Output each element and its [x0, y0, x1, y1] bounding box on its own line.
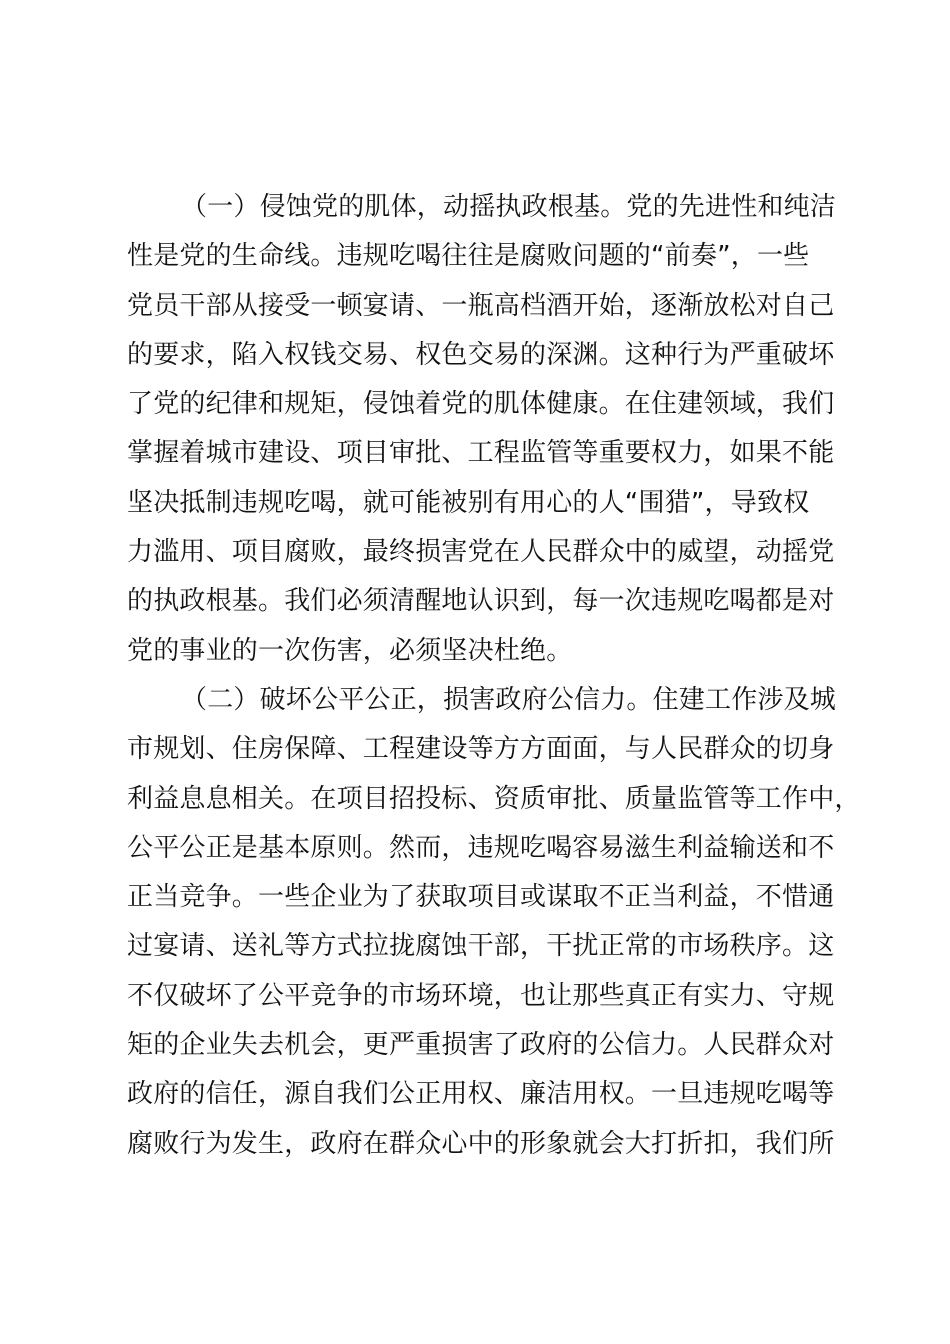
paragraph-line: 党的事业的一次伤害，必须坚决杜绝。: [127, 635, 573, 666]
paragraph-line: 过宴请、送礼等方式拉拢腐蚀干部，干扰正常的市场秩序。这: [127, 931, 835, 962]
paragraph-line: （一）侵蚀党的肌体，动摇执政根基。党的先进性和纯洁: [181, 192, 837, 222]
paragraph-line: 政府的信任，源自我们公正用权、廉洁用权。一旦违规吃喝等: [127, 1079, 835, 1110]
paragraph-line: 腐败行为发生，政府在群众心中的形象就会大打折扣，我们所: [127, 1128, 835, 1159]
paragraph-1: [127, 183, 837, 676]
paragraph-line: 正当竞争。一些企业为了获取项目或谋取不正当利益，不惜通: [127, 882, 835, 913]
paragraph-line: 不仅破坏了公平竞争的市场环境，也让那些真正有实力、守规: [127, 980, 835, 1011]
paragraph-line: 的执政根基。我们必须清醒地认识到，每一次违规吃喝都是对: [127, 586, 835, 617]
paragraph-line: 性是党的生命线。违规吃喝往往是腐败问题的“前奏”，一些: [127, 241, 810, 272]
paragraph-line: （二）破坏公平公正，损害政府公信力。住建工作涉及城: [181, 684, 837, 715]
paragraph-line: 公平公正是基本原则。然而，违规吃喝容易滋生利益输送和不: [127, 832, 835, 863]
paragraph-line: 矩的企业失去机会，更严重损害了政府的公信力。人民群众对: [127, 1030, 835, 1061]
paragraph-line: 坚决抵制违规吃喝，就可能被别有用心的人“围猎”，导致权: [127, 487, 810, 518]
paragraph-line: 了党的纪律和规矩，侵蚀着党的肌体健康。在住建领域，我们: [127, 389, 835, 420]
paragraph-line: 利益息息相关。在项目招投标、资质审批、质量监管等工作中，: [127, 783, 861, 814]
paragraph-line: 的要求，陷入权钱交易、权色交易的深渊。这种行为严重破坏: [127, 339, 835, 370]
paragraph-line: 市规划、住房保障、工程建设等方方面面，与人民群众的切身: [127, 734, 835, 765]
paragraph-line: 党员干部从接受一顿宴请、一瓶高档酒开始，逐渐放松对自己: [127, 290, 835, 321]
document-body: [127, 183, 861, 1169]
paragraph-line: 掌握着城市建设、项目审批、工程监管等重要权力，如果不能: [127, 438, 835, 469]
paragraph-2: [127, 676, 861, 1169]
paragraph-line: 力滥用、项目腐败，最终损害党在人民群众中的威望，动摇党: [127, 537, 835, 568]
